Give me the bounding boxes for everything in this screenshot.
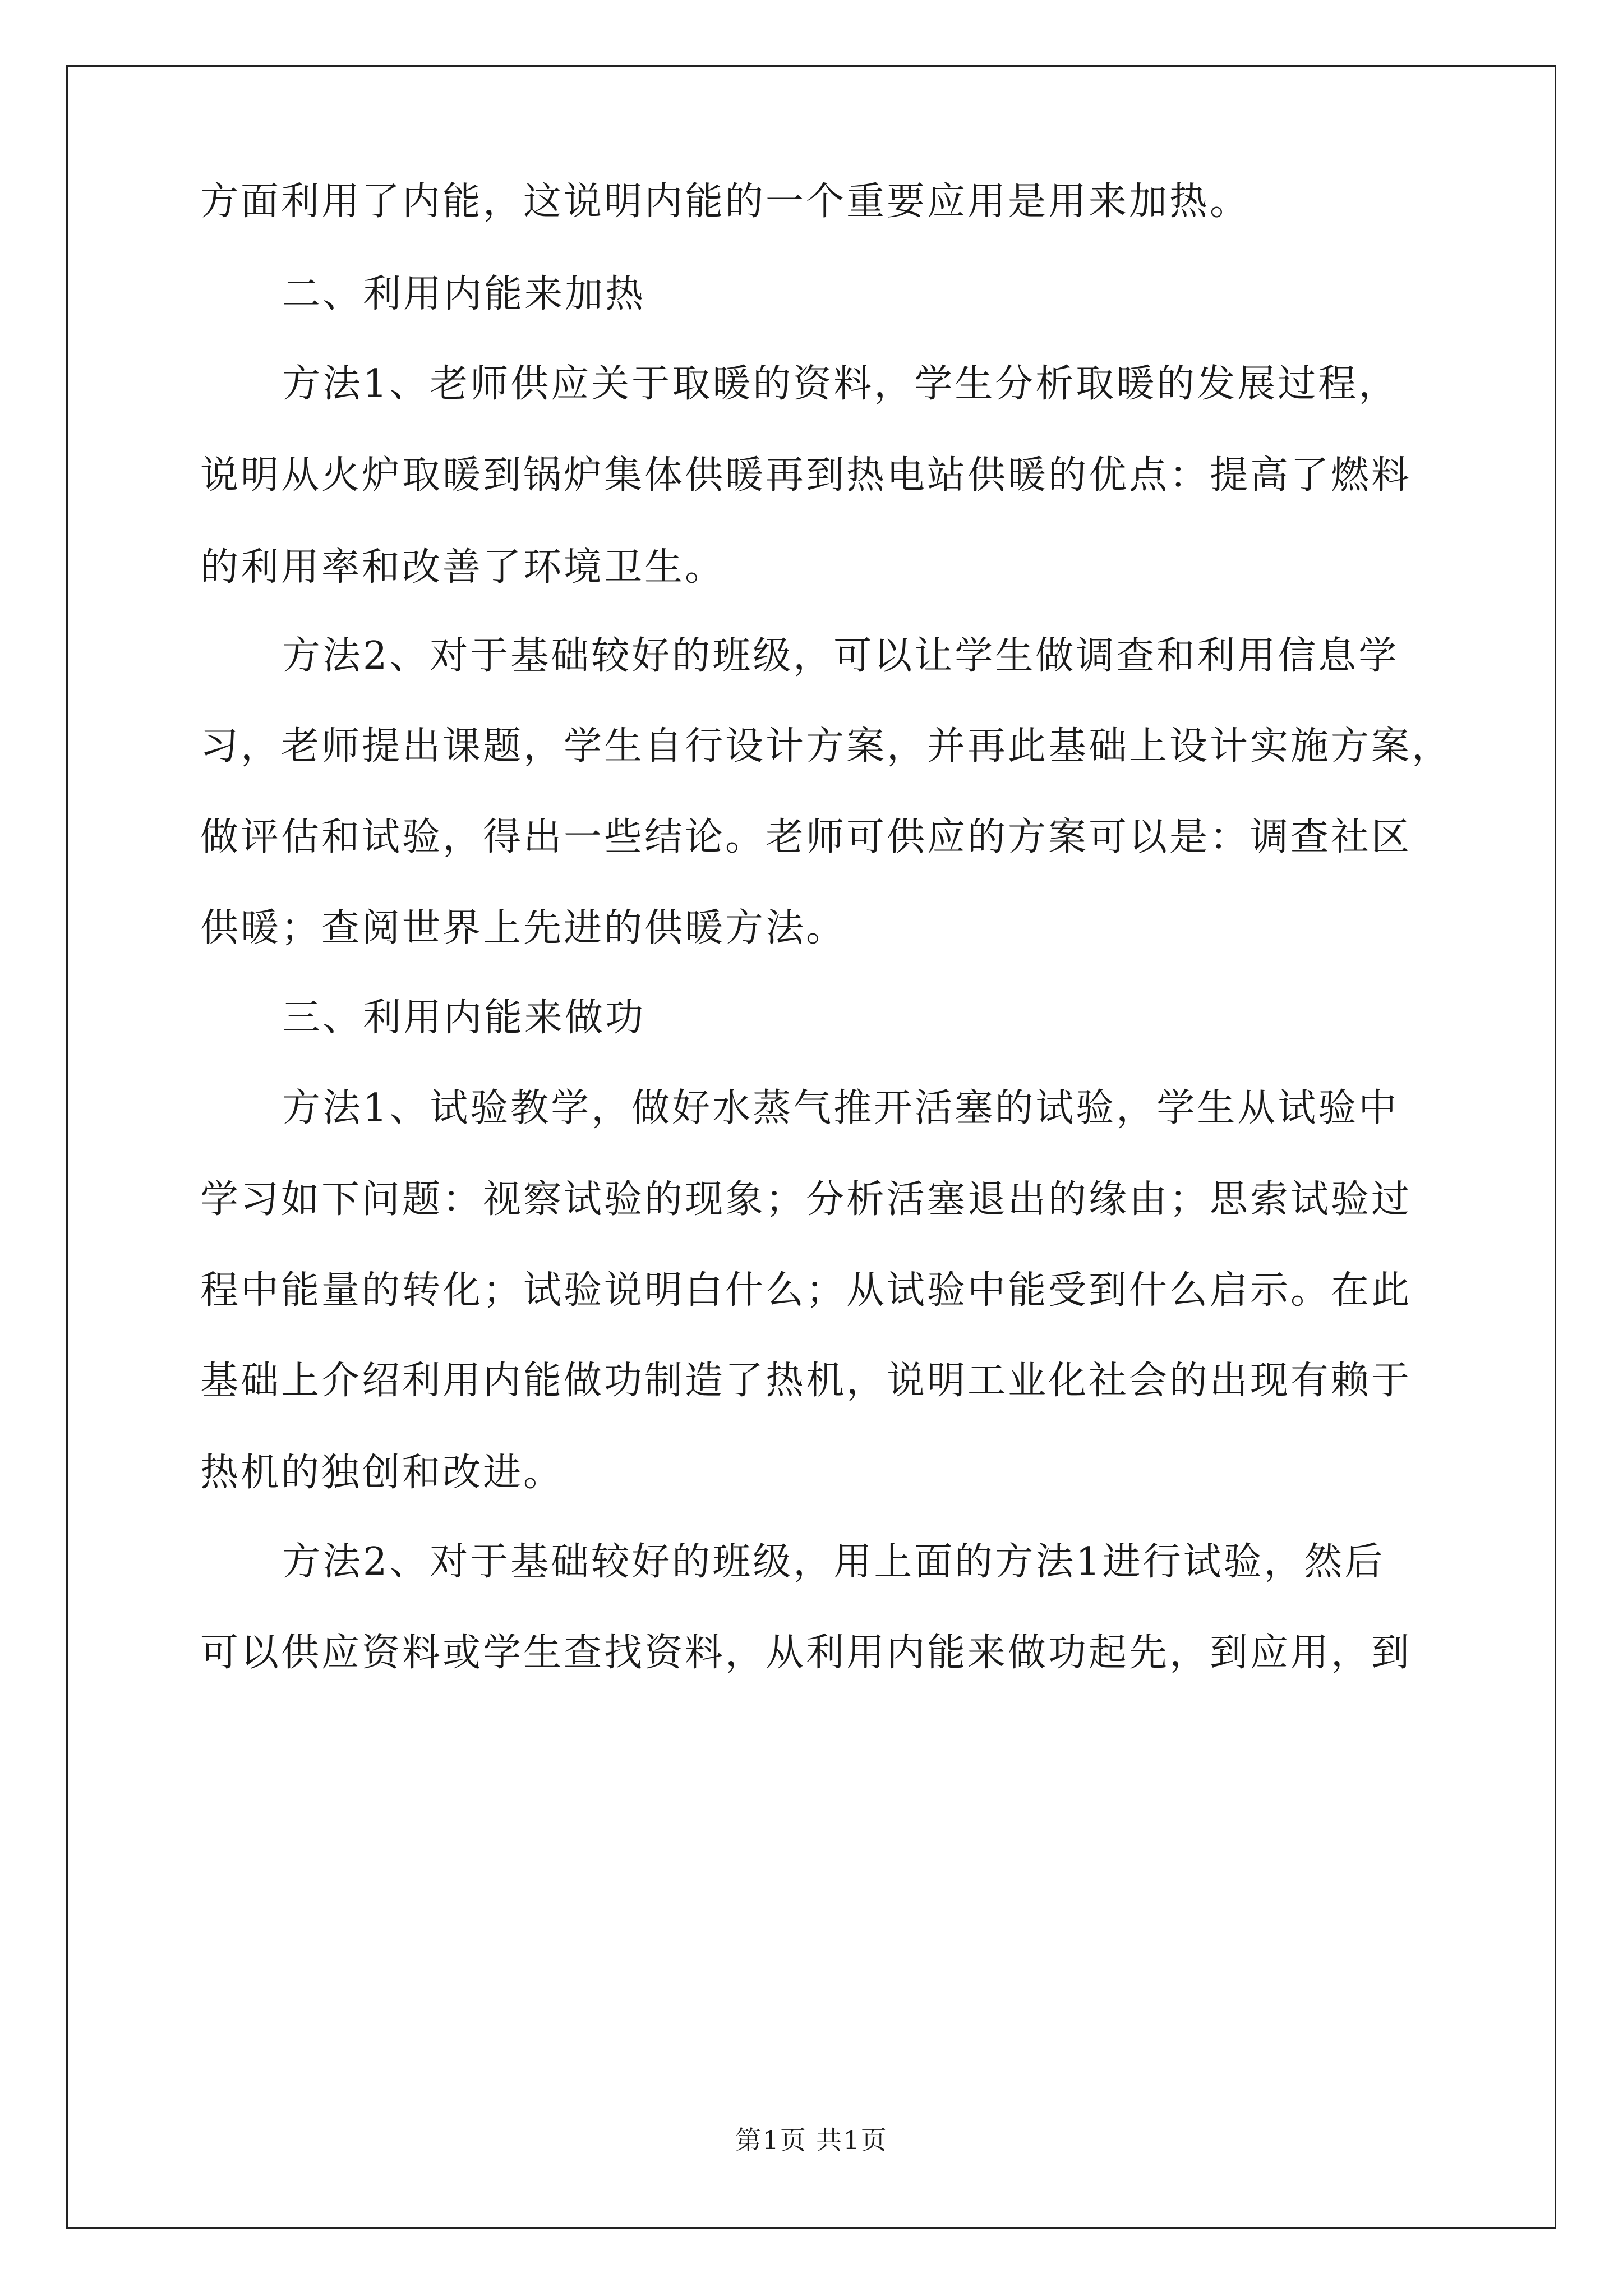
text-line: 方法2、对于基础较好的班级，用上面的方法1进行试验，然后 xyxy=(282,1540,1385,1584)
text-line: 可以供应资料或学生查找资料，从利用内能来做功起先，到应用，到 xyxy=(200,1631,1412,1675)
text-line: 方法2、对于基础较好的班级，可以让学生做调查和利用信息学 xyxy=(282,634,1399,678)
section-heading: 二、利用内能来加热 xyxy=(282,272,646,316)
text-line: 供暖；查阅世界上先进的供暖方法。 xyxy=(200,906,847,950)
section-heading: 三、利用内能来做功 xyxy=(282,996,646,1040)
text-line: 方面利用了内能，这说明内能的一个重要应用是用来加热。 xyxy=(200,180,1251,224)
text-line: 做评估和试验，得出一些结论。老师可供应的方案可以是：调查社区 xyxy=(200,815,1412,859)
text-line: 方法1、老师供应关于取暖的资料，学生分析取暖的发展过程， xyxy=(282,362,1399,406)
text-line: 说明从火炉取暖到锅炉集体供暖再到热电站供暖的优点：提高了燃料 xyxy=(200,453,1412,498)
text-line: 的利用率和改善了环境卫生。 xyxy=(200,545,726,590)
text-line: 程中能量的转化；试验说明白什么；从试验中能受到什么启示。在此 xyxy=(200,1268,1412,1313)
text-line: 学习如下问题：视察试验的现象；分析活塞退出的缘由；思索试验过 xyxy=(200,1177,1412,1222)
text-line: 方法1、试验教学，做好水蒸气推开活塞的试验，学生从试验中 xyxy=(282,1086,1399,1130)
text-line: 基础上介绍利用内能做功制造了热机，说明工业化社会的出现有赖于 xyxy=(200,1359,1412,1403)
text-line: 热机的独创和改进。 xyxy=(200,1451,564,1495)
page-footer: 第1页 共1页 xyxy=(735,2125,888,2155)
text-line: 习，老师提出课题，学生自行设计方案，并再此基础上设计实施方案， xyxy=(200,724,1453,769)
